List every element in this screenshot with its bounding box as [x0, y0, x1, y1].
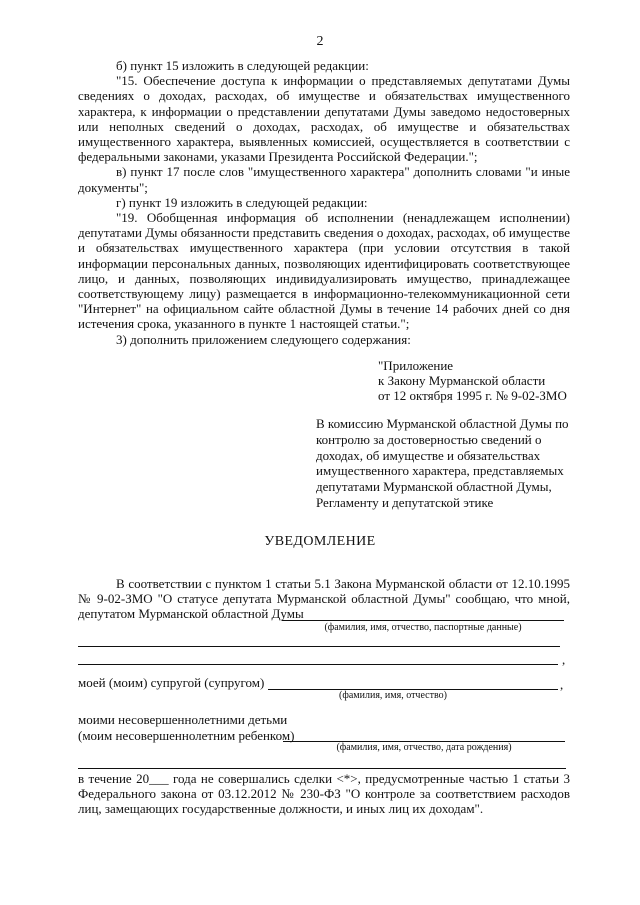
children-label-1: моими несовершеннолетними детьми: [78, 712, 288, 727]
children-data-line[interactable]: [78, 768, 566, 769]
notice-intro: [78, 576, 570, 622]
notice-closing-text: в течение 20___ года не совершались сделки <*>, предусмотренные частью 1 статьи 3 Федерального закона от 03.12.2012 № 230-ФЗ "О контроле за соответствием расходов лиц, замещающих государственные должности, и иных лиц их доходам".: [78, 771, 570, 817]
appendix-line-1: "Приложение: [378, 358, 454, 373]
appendix-line-3: от 12 октября 1995 г. № 9-02-ЗМО: [378, 388, 567, 404]
comma-2: ,: [560, 677, 564, 692]
caption-children: (фамилия, имя, отчество, дата рождения): [336, 742, 512, 753]
appendix-header: [378, 358, 598, 404]
page-number: 2: [316, 34, 324, 49]
children-label-2: (моим несовершеннолетним ребенком): [78, 728, 295, 743]
appendix-line-2: к Закону Мурманской области: [378, 373, 546, 389]
deputy-name-line[interactable]: [282, 620, 564, 621]
deputy-data-line-2[interactable]: [78, 664, 558, 665]
amendment-g: г) пункт 19 изложить в следующей редакции:: [116, 194, 368, 210]
notice-closing: [78, 771, 570, 817]
deputy-data-line-1[interactable]: [78, 646, 560, 647]
point-15-text: "15. Обеспечение доступа к информации о представляемых депутатами Думы сведениях о доходах, расходах, об имуществе и обязательствах имущественного характера, к информации о представлении депутатами Думы заведомо недостоверных или неполных сведений о доходах, расходах, об имуществе и обязательствах имущественного характера, выявленных комиссией, осуществляется в соответствии с федеральными законами, указами Президента Российской Федерации.";: [78, 73, 570, 165]
comma-1: ,: [562, 652, 566, 667]
caption-deputy: (фамилия, имя, отчество, паспортные данные): [324, 622, 522, 633]
spouse-label: моей (моим) супругой (супругом): [78, 675, 265, 690]
notice-intro-text: В соответствии с пунктом 1 статьи 5.1 Закона Мурманской области от 12.10.1995 № 9-02-ЗМО "О статусе депутата Мурманской областной Думы" сообщаю, что мной, депутатом Мурманской областной Думы: [78, 576, 570, 622]
caption-spouse: (фамилия, имя, отчество): [339, 690, 447, 701]
amendment-b: б) пункт 15 изложить в следующей редакции:: [116, 58, 369, 73]
point-19-text: "19. Обобщенная информация об исполнении (ненадлежащем исполнении) депутатами Думы обязанности представить сведения о доходах, расходах, об имуществе и обязательствах имущественного характера (при условии отсутствия в такой информации персональных данных, позволяющих идентифицировать соответствующее лицо, и данных, позволяющих индивидуализировать имущество, принадлежащее соответствующему лицу) размещается в информационно-телекоммуникационной сети "Интернет" на официальном сайте областной Думы в течение 14 рабочих дней со дня истечения срока, указанного в пункте 1 настоящей статьи.";: [78, 210, 570, 332]
amendments-text: [78, 58, 570, 347]
notice-title: УВЕДОМЛЕНИЕ: [264, 534, 376, 549]
addressee-block: В комиссию Мурманской областной Думы по контролю за достоверностью сведений о доходах, об имуществе и обязательствах имущественного характера, представляемых депутатами Мурманской областной Думы, Регламенту и депутатской этике: [316, 416, 569, 510]
amendment-3: 3) дополнить приложением следующего содержания:: [116, 331, 411, 347]
amendment-v: в) пункт 17 после слов "имущественного характера" дополнить словами "и иные документы";: [78, 164, 570, 195]
